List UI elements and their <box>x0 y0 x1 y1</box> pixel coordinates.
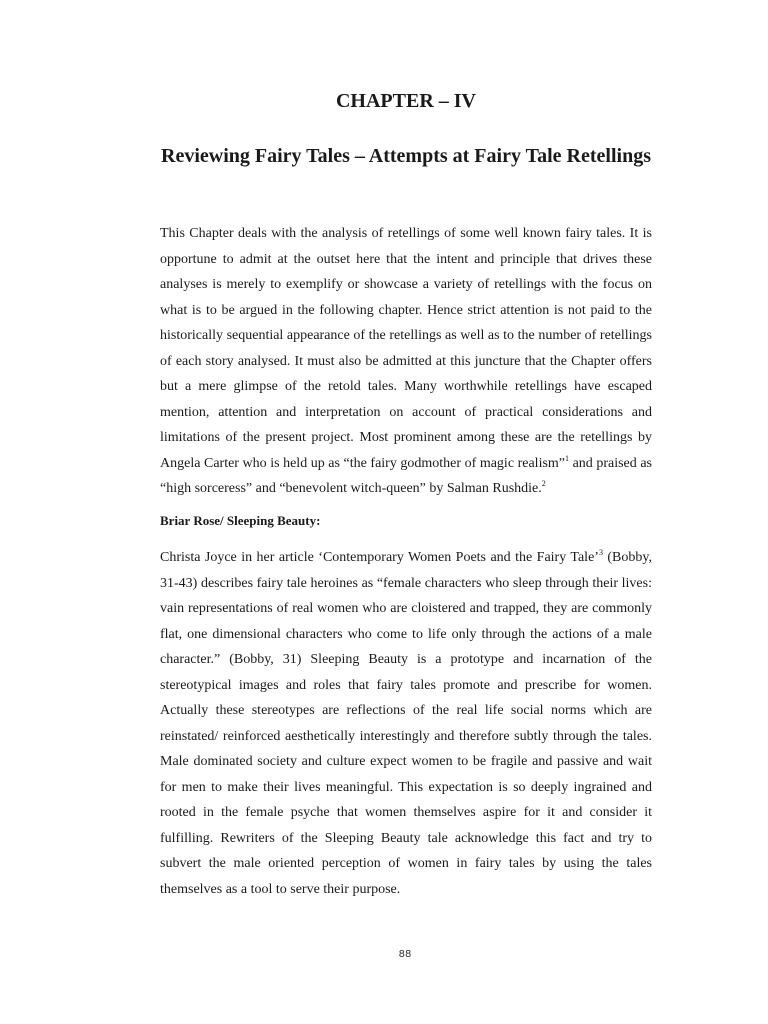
intro-text-part-1: This Chapter deals with the analysis of retellings of some well known fairy tales. It is opportune to admit at the outset here that the intent and principle that drives these analyses is merely to exemplify or showcase a variety of retellings with the focus on what is to be argued in the following chapter. Hence strict attention is not paid to the historically sequential appearance of the retellings as well as to the number of retellings of each story analysed. It must also be admitted at this juncture that the Chapter offers but a mere glimpse of the retold tales. Many worthwhile retellings have escaped mention, attention and interpretation on account of practical considerations and limitations of the present project. Most prominent among these are the retellings by Angela Carter who is held up as “the fairy godmother of magic realism” <box>160 226 652 471</box>
intro-text-part-2: and praised as “high sorceress” and “benevolent witch-queen” by Salman Rushdie. <box>160 455 652 496</box>
footnote-marker-3: 3 <box>598 548 603 557</box>
intro-paragraph <box>160 221 652 502</box>
section-paragraph <box>160 545 652 902</box>
footnote-marker-1: 1 <box>565 453 570 463</box>
chapter-number: CHAPTER – IV <box>335 90 476 112</box>
section-text-part-1: Christa Joyce in her article ‘Contemporary Women Poets and the Fairy Tale’ <box>160 550 599 565</box>
chapter-title: Reviewing Fairy Tales – Attempts at Fairy Tale Retellings <box>161 145 651 167</box>
section-text-part-2: (Bobby, 31-43) describes fairy tale heroines as “female characters who sleep through their lives: vain representations of real women who are cloistered and trapped, they are commonly flat, one dimensional characters who come to life only through the actions of a male character.” (Bobby, 31) Sleeping Beauty is a prototype and incarnation of the stereotypical images and roles that fairy tales promote and prescribe for women. Actually these stereotypes are reflections of the real life social norms which are reinstated/ reinforced aesthetically interestingly and therefore subtly through the tales. Male dominated society and culture expect women to be fragile and passive and wait for men to make their lives meaningful. This expectation is so deeply ingrained and rooted in the female psyche that women themselves aspire for it and consider it fulfilling. Rewriters of the Sleeping Beauty tale acknowledge this fact and try to subvert the male oriented perception of women in fairy tales by using the tales themselves as a tool to serve their purpose. <box>160 550 652 897</box>
footnote-marker-2: 2 <box>541 479 546 488</box>
page-number: 88 <box>398 949 412 960</box>
section-heading: Briar Rose/ Sleeping Beauty: <box>160 513 321 528</box>
